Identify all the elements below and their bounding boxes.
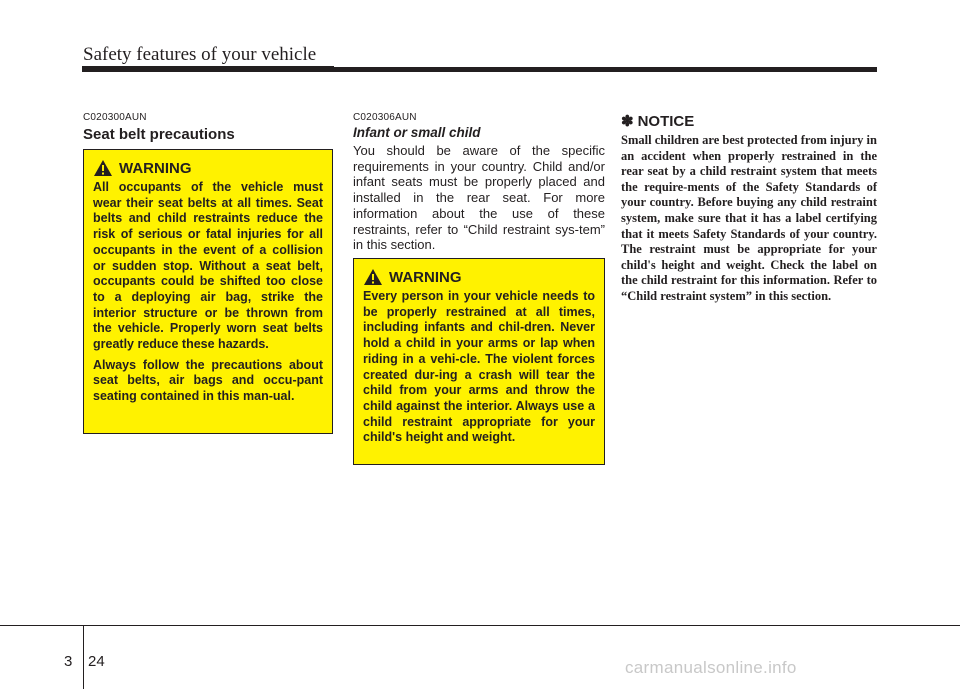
header-rule-accent xyxy=(82,66,334,72)
warning-triangle-icon xyxy=(93,159,113,177)
section-subtitle: Infant or small child xyxy=(353,125,481,140)
warning-box xyxy=(353,258,605,465)
warning-label: WARNING xyxy=(389,268,462,286)
asterisk-icon: ✽ xyxy=(621,113,634,130)
footer-rule xyxy=(0,625,960,626)
page-number: 24 xyxy=(88,653,105,670)
warning-header xyxy=(363,267,595,287)
watermark: carmanualsonline.info xyxy=(625,658,797,677)
section-title: Seat belt precautions xyxy=(83,126,235,143)
chapter-number: 3 xyxy=(64,653,73,670)
header-title: Safety features of your vehicle xyxy=(83,44,317,65)
warning-text: Always follow the precautions about seat belts, air bags and occu-pant seating contained in this man-ual. xyxy=(93,357,323,404)
section-code: C020306AUN xyxy=(353,112,417,123)
warning-header xyxy=(93,158,323,178)
warning-box xyxy=(83,149,333,434)
footer-divider xyxy=(83,626,84,689)
notice-text: Small children are best protected from injury in an accident when properly restrained in the rear seat by a child restraint system that meets the require-ments of the Safety Standards of your country. Before buying any child restraint system, make sure that it has a label certifying that it meets Safety Standards of your country. The restraint must be appropriate for your child's height and weight. Check the label on the child restraint for this information. Refer to “Child restraint system” in this section. xyxy=(621,133,877,303)
warning-text: All occupants of the vehicle must wear their seat belts at all times. Seat belts and child restraints reduce the risk of serious or fatal injuries for all occupants in the event of a collision or sudden stop. Without a seat belt, occupants could be shifted too close to a deploying air bag, strike the interior structure or be thrown from the vehicle. Properly worn seat belts greatly reduce these hazards. xyxy=(93,180,323,352)
notice-title xyxy=(621,112,694,130)
warning-text: Every person in your vehicle needs to be properly restrained at all times, including infants and chil-dren. Never hold a child in your arms or lap when riding in a vehi-cle. The violent forces created dur-ing a crash will tear the child from your arms and throw the child against the interior. Always use a child restraint appropriate for your child's height and weight. xyxy=(363,289,595,445)
warning-label: WARNING xyxy=(119,159,192,177)
section-code: C020300AUN xyxy=(83,112,147,123)
warning-triangle-icon xyxy=(363,268,383,286)
notice-label: NOTICE xyxy=(637,112,695,130)
body-text: You should be aware of the specific requirements in your country. Child and/or infant seats must be properly placed and installed in the rear seat. For more information about the use of these restraints, refer to “Child restraint sys-tem” in this section. xyxy=(353,143,605,253)
